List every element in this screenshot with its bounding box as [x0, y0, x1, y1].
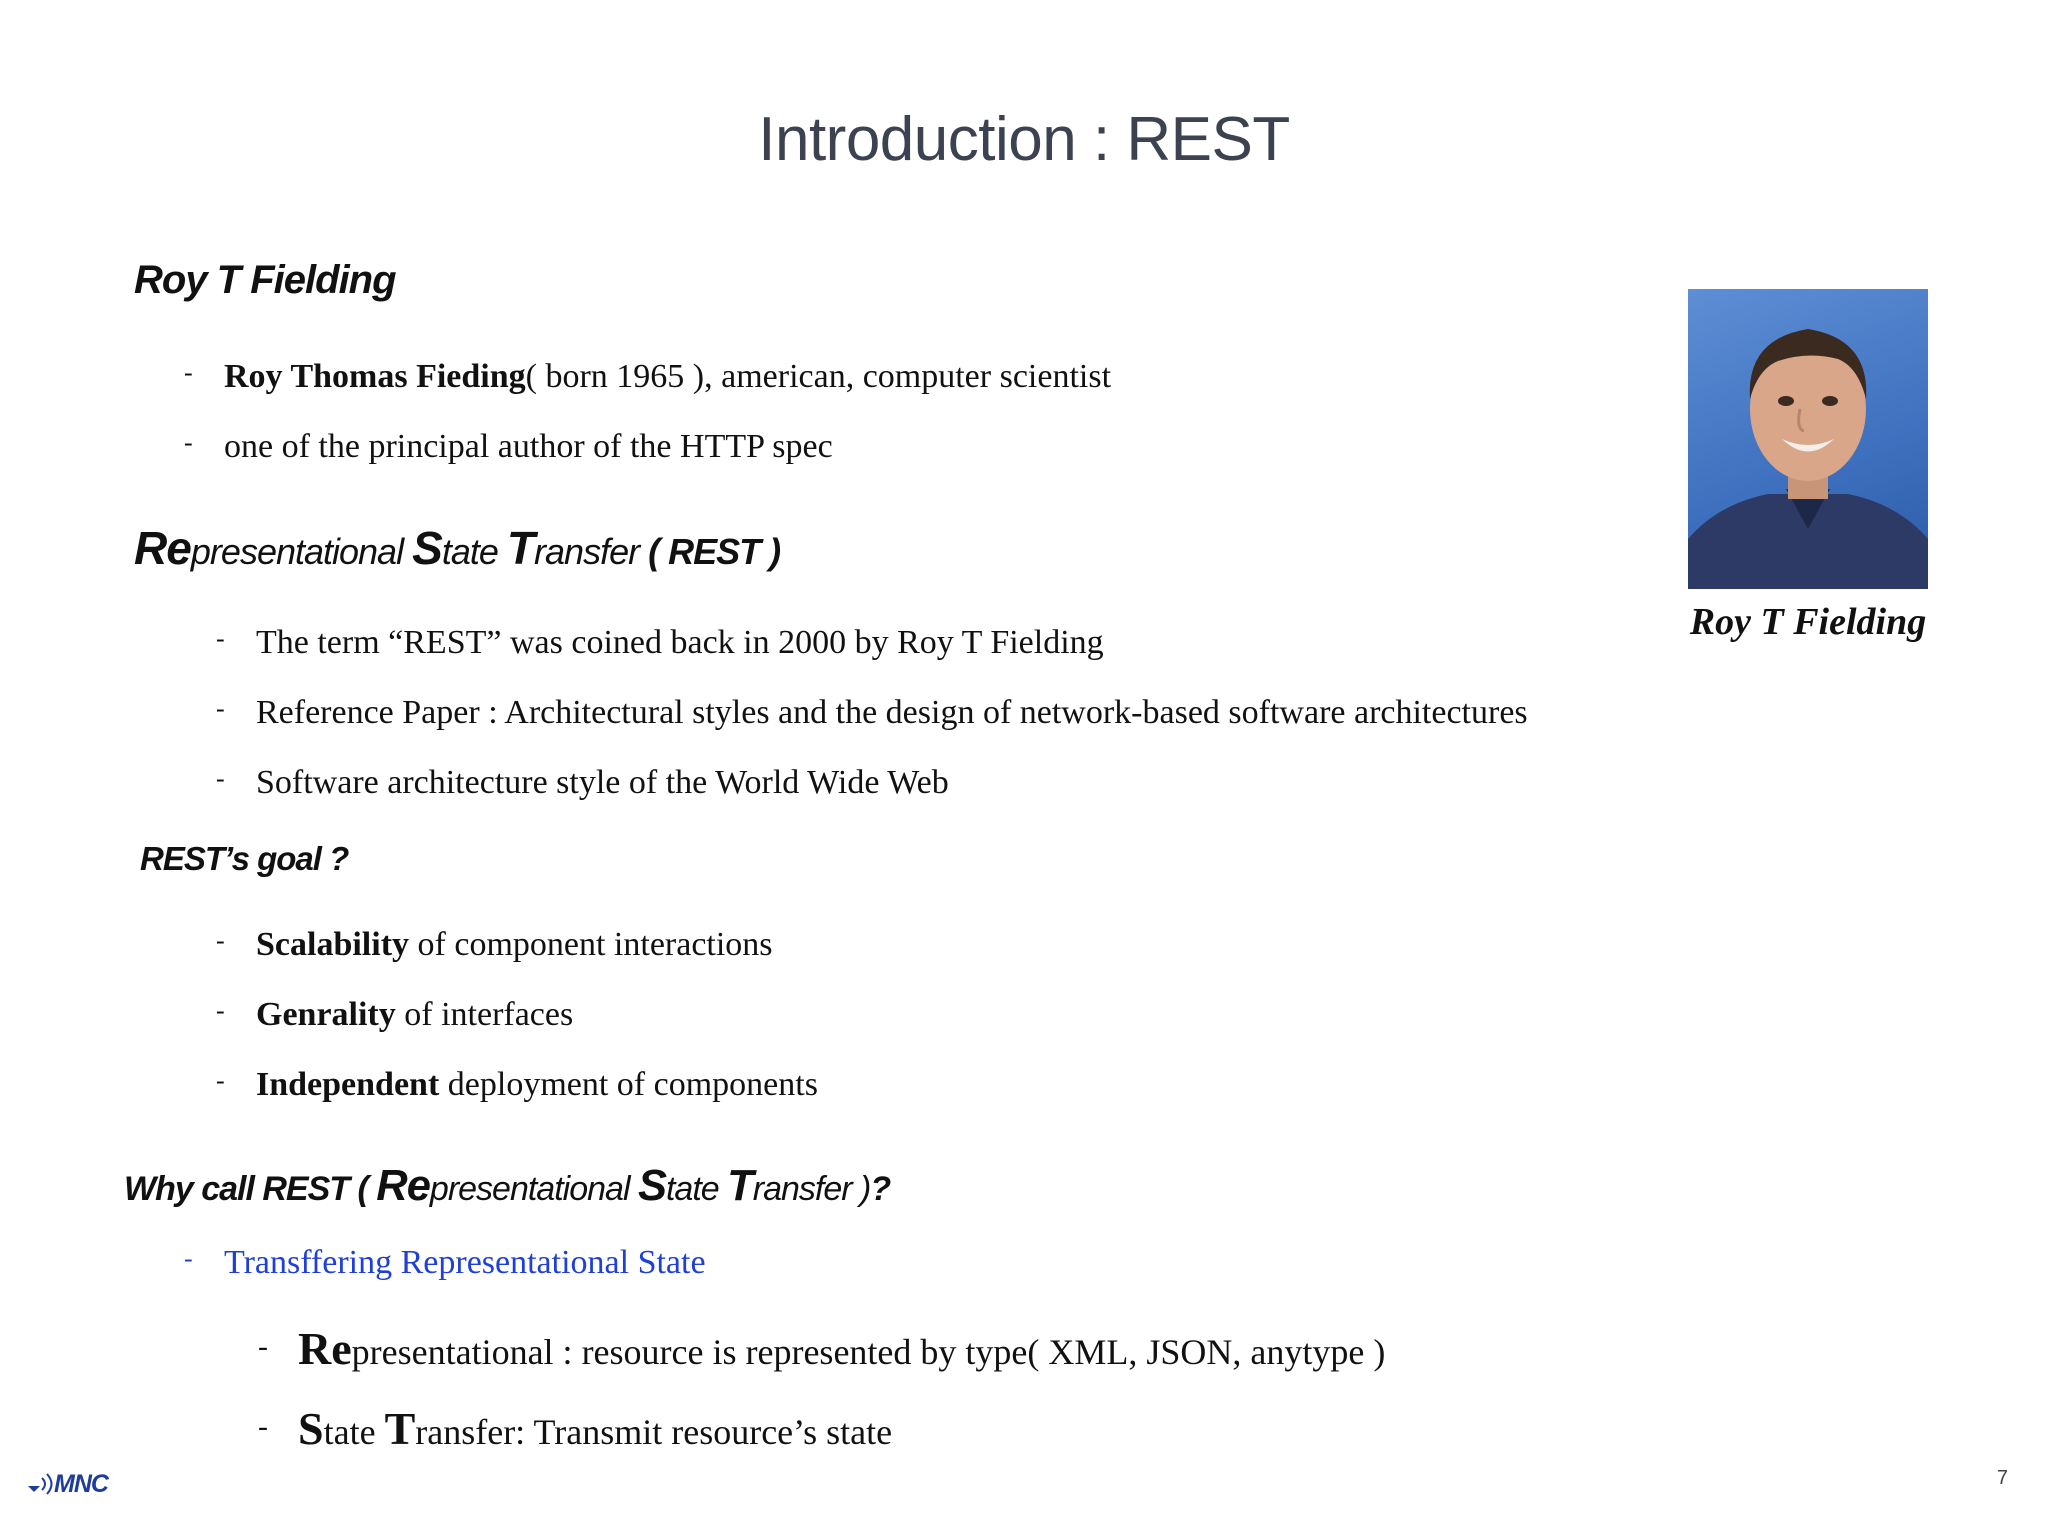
bullet-bold: Independent [256, 1066, 440, 1103]
bullet-dash: - [184, 358, 193, 387]
bullet-text: Software architecture style of the World Wide Web [256, 764, 949, 801]
section-heading-rest-acronym [134, 521, 780, 575]
bullet-www-style [216, 764, 949, 802]
bullet-dash: - [184, 428, 193, 457]
bullet-text: tate [323, 1412, 385, 1452]
bullet-bold: Genrality [256, 996, 396, 1033]
bullet-text: one of the principal author of the HTTP spec [224, 428, 833, 465]
bullet-dash: - [184, 1244, 193, 1273]
bullet-dash: - [216, 996, 225, 1025]
bullet-transferring-state [184, 1244, 706, 1282]
portrait-illustration [1688, 289, 1928, 589]
bullet-reference-paper [216, 694, 1528, 732]
bullet-state-transfer [258, 1402, 892, 1455]
heading-letters-re: Re [134, 522, 191, 574]
bullet-text: ( born 1965 ), american, computer scientist [525, 358, 1112, 395]
bullet-big-letter-t: T [384, 1403, 416, 1454]
heading-word-tate: tate [665, 1170, 728, 1208]
bullet-text: of component interactions [409, 926, 773, 963]
heading-word-tate: tate [441, 531, 507, 572]
bullet-text: presentational : resource is represented by type( XML, JSON, anytype ) [351, 1332, 1386, 1372]
bullet-text: Transffering Representational State [224, 1244, 706, 1281]
bullet-dash: - [258, 1330, 268, 1363]
section-heading-rest-goal: REST’s goal ? [140, 840, 349, 877]
heading-word-ransfer: ransfer ) [752, 1170, 871, 1208]
bullet-term-coined [216, 624, 1104, 662]
bullet-scalability [216, 926, 773, 964]
heading-word-presentational: presentational [429, 1170, 638, 1208]
heading-letter-t: T [727, 1162, 753, 1210]
heading-letters-re: Re [376, 1162, 430, 1210]
heading-why-prefix: Why call REST ( [124, 1170, 377, 1208]
bullet-big-letter-s: S [298, 1403, 324, 1454]
bullet-dash: - [216, 1066, 225, 1095]
bullet-roy-born [184, 358, 1111, 396]
bullet-bold: Scalability [256, 926, 410, 963]
bullet-text: ransfer: Transmit resource’s state [415, 1412, 893, 1452]
photo-caption: Roy T Fielding [1689, 601, 1927, 643]
bullet-text: The term “REST” was coined back in 2000 by Roy T Fielding [256, 624, 1104, 661]
heading-letter-s: S [412, 522, 442, 574]
slide-title: Introduction : REST [758, 105, 1290, 174]
bullet-representational [258, 1322, 1385, 1375]
portrait-photo [1688, 289, 1928, 589]
bullet-http-author [184, 428, 833, 466]
bullet-independent [216, 1066, 818, 1104]
bullet-text: deployment of components [439, 1066, 818, 1103]
heading-rest-paren: ( REST ) [648, 531, 781, 572]
bullet-text: of interfaces [395, 996, 574, 1033]
bullet-text: Reference Paper : Architectural styles and the design of network-based software architectures [256, 694, 1528, 731]
bullet-dash: - [216, 764, 225, 793]
section-heading-why-rest [124, 1162, 890, 1211]
heading-letter-s: S [637, 1162, 666, 1210]
bullet-bold-name: Roy Thomas Fieding [224, 358, 526, 395]
bullet-dash: - [216, 624, 225, 653]
bullet-dash: - [258, 1410, 268, 1443]
bullet-big-letters: Re [298, 1323, 352, 1374]
heading-question-mark: ? [870, 1170, 891, 1208]
heading-word-ransfer: ransfer [534, 531, 649, 572]
bullet-generality [216, 996, 573, 1034]
mnc-logo-text: MNC [54, 1470, 108, 1498]
heading-word-presentational: presentational [190, 531, 413, 572]
bullet-dash: - [216, 694, 225, 723]
page-number: 7 [1996, 1467, 2008, 1489]
bullet-dash: - [216, 926, 225, 955]
section-heading-roy-fielding: Roy T Fielding [134, 258, 396, 302]
heading-letter-t: T [506, 522, 535, 574]
